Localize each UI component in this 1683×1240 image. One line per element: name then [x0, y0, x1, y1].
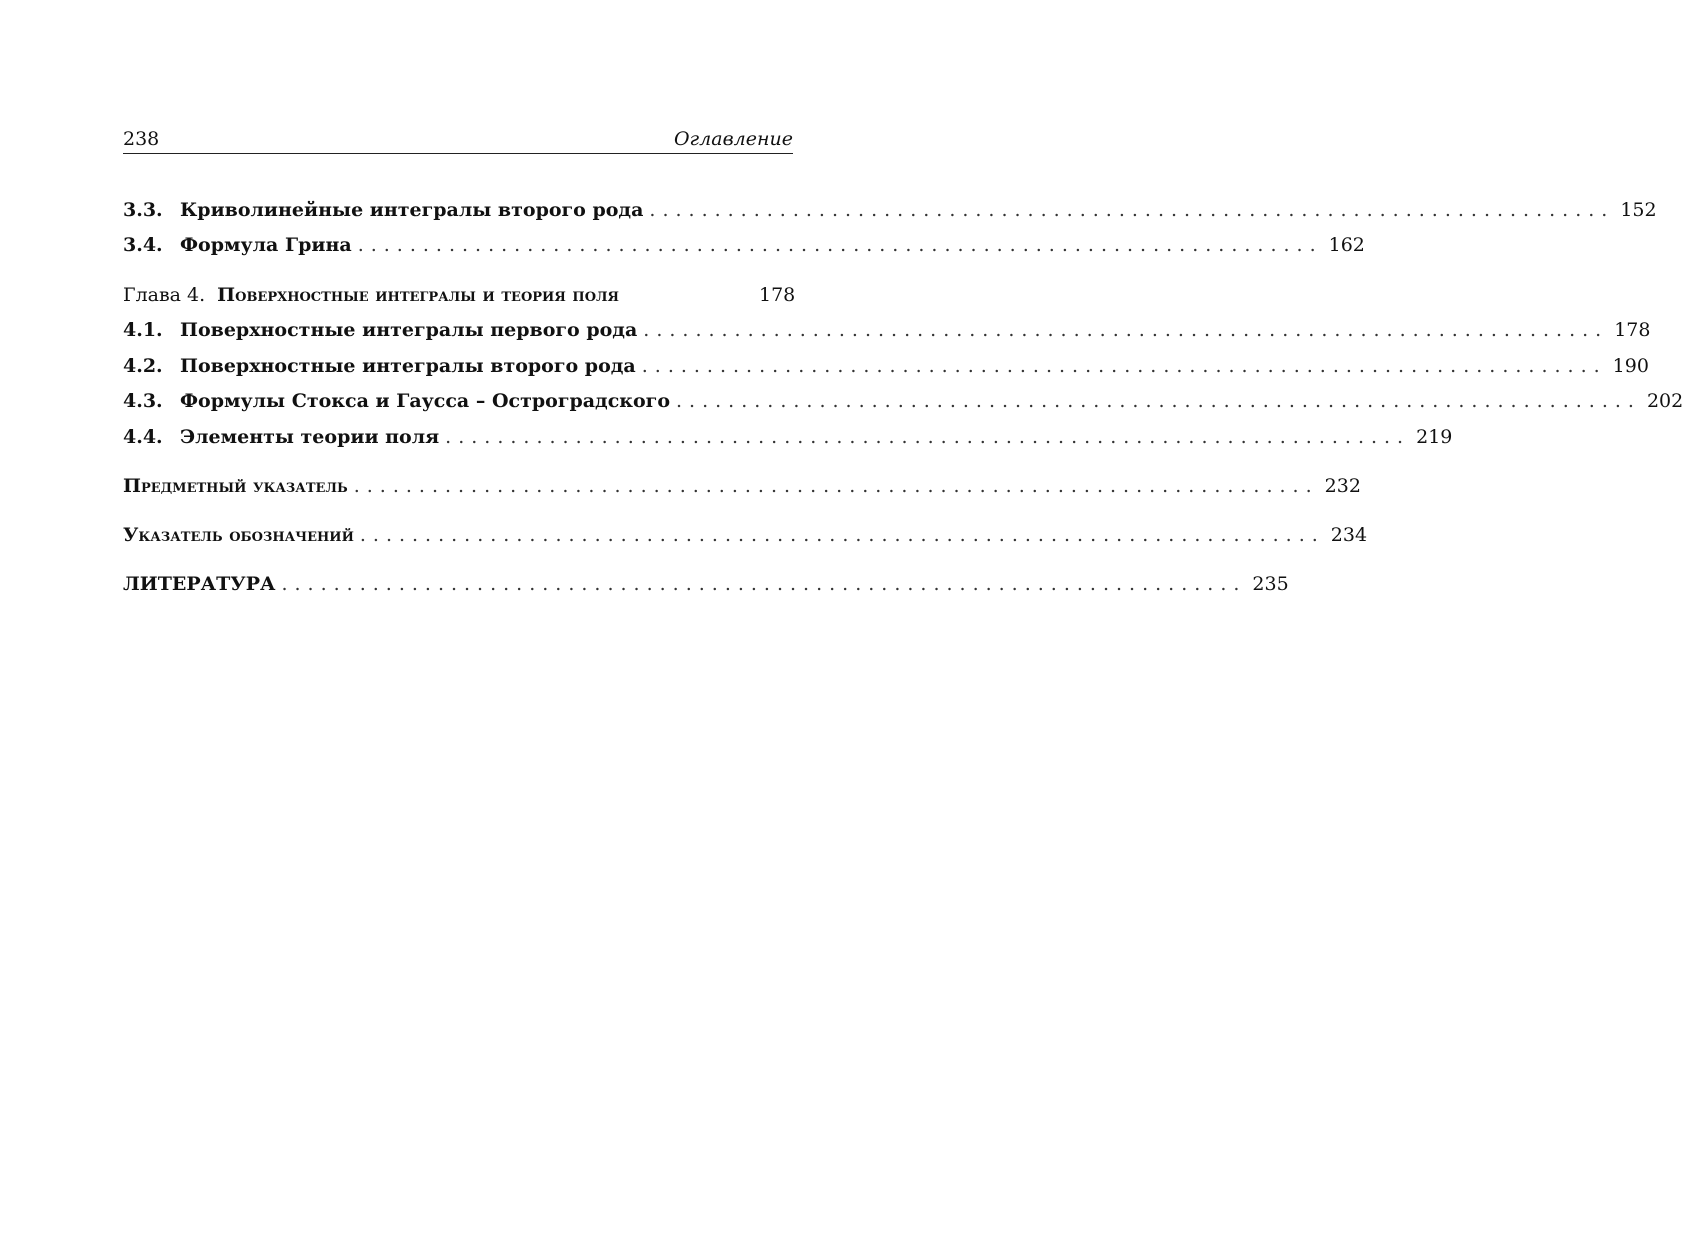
section-page: 162: [1328, 234, 1365, 256]
chapter-page: 178: [759, 284, 796, 306]
leader-dots: ..........................................................................: [676, 390, 1641, 412]
leader-dots: ..........................................................................: [281, 573, 1247, 595]
literature-page: 235: [1252, 573, 1289, 595]
page-number: 238: [123, 128, 160, 150]
toc-entry[interactable]: [123, 231, 1365, 259]
toc-entry-subject-index[interactable]: [123, 472, 1361, 500]
leader-dots: ..........................................................................: [357, 234, 1323, 256]
section-number: 4.4.: [123, 426, 163, 448]
notation-index-page: 234: [1330, 524, 1368, 546]
section-number: 4.3.: [123, 390, 163, 412]
toc-entry[interactable]: [123, 316, 1651, 344]
section-title: Поверхностные интегралы первого рода: [180, 319, 638, 341]
toc-entry-notation-index[interactable]: [123, 521, 1368, 549]
toc-entry-literature[interactable]: [123, 570, 1289, 598]
toc-entry[interactable]: [123, 352, 1649, 380]
section-number: 3.4.: [123, 234, 163, 256]
section-title: Формулы Стокса и Гаусса – Остроградского: [180, 390, 671, 412]
leader-dots: ..........................................................................: [649, 199, 1615, 221]
running-head: [123, 128, 793, 154]
section-page: 178: [1614, 319, 1651, 341]
subject-index-title: Предметный указатель: [123, 475, 348, 497]
toc-entry[interactable]: [123, 387, 1683, 415]
section-title: Элементы теории поля: [180, 426, 440, 448]
running-title: Оглавление: [673, 128, 793, 150]
section-page: 219: [1416, 426, 1453, 448]
leader-dots: ..........................................................................: [641, 355, 1607, 377]
section-page: 202: [1646, 390, 1683, 412]
toc-entry[interactable]: [123, 196, 1657, 224]
toc-entry[interactable]: [123, 423, 1453, 451]
chapter-title: Поверхностные интегралы и теория поля: [217, 284, 619, 306]
toc-chapter-entry[interactable]: [123, 281, 796, 309]
literature-title: ЛИТЕРАТУРА: [123, 573, 276, 595]
section-title: Криволинейные интегралы второго рода: [180, 199, 644, 221]
chapter-label: Глава 4.: [123, 284, 206, 306]
section-title: Формула Грина: [180, 234, 352, 256]
section-number: 3.3.: [123, 199, 163, 221]
section-page: 190: [1612, 355, 1649, 377]
section-number: 4.2.: [123, 355, 163, 377]
section-page: 152: [1620, 199, 1657, 221]
notation-index-title: Указатель обозначений: [123, 524, 354, 546]
section-title: Поверхностные интегралы второго рода: [180, 355, 636, 377]
subject-index-page: 232: [1324, 475, 1361, 497]
leader-dots: ..........................................................................: [353, 475, 1319, 497]
section-number: 4.1.: [123, 319, 163, 341]
leader-dots: ..........................................................................: [445, 426, 1411, 448]
leader-dots: ..........................................................................: [643, 319, 1609, 341]
leader-dots: ..........................................................................: [359, 524, 1325, 546]
